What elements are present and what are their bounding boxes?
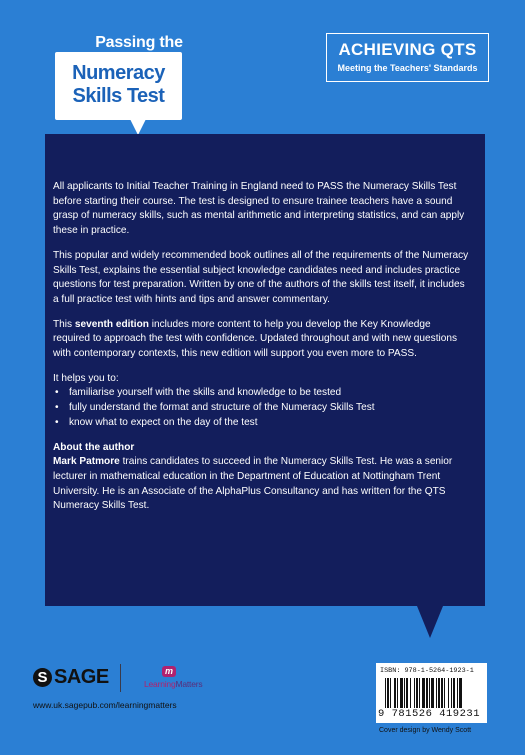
publisher-url: www.uk.sagepub.com/learningmatters [33, 700, 177, 710]
learning-matters-logo: LearningMatters [144, 679, 203, 689]
barcode-label [376, 663, 487, 723]
description-paragraph-1: All applicants to Initial Teacher Training in England need to PASS the Numeracy Skills Test before starting their course. The test is designed to ensure trainee teachers have a sound grasp of numeracy skills, such as mental arithmetic and interpreting statistics, and can apply these in practice. [53, 181, 465, 237]
barcode-icon [385, 678, 481, 708]
helps-intro: It helps you to: [53, 372, 119, 384]
edition-bold: seventh edition [74, 318, 149, 330]
series-title: ACHIEVING QTS [338, 40, 477, 59]
sage-logo-icon: S [33, 668, 52, 687]
author-name: Mark Patmore [53, 456, 120, 468]
author-heading: About the author [53, 441, 135, 453]
isbn-text: ISBN: 978-1-5264-1923-1 [380, 667, 474, 675]
author-bio [53, 455, 470, 514]
edition-text-pre: This [53, 318, 75, 330]
speech-bubble-tail [130, 119, 146, 135]
series-box [326, 33, 489, 82]
description-text [53, 180, 470, 524]
description-paragraph-2: This popular and widely recommended book outlines all of the requirements of the Numeracy Skills Test, explains the essential subject knowledge candidates need and includes practice questions for test preparation. Written by one of the authors of the skills test itself, it includes a full practice test with hints and tips and answer commentary. [53, 249, 469, 305]
title-line-2: Skills Test [72, 85, 165, 107]
list-item: • know what to expect on the day of the test [53, 416, 470, 431]
author-bio-text: trains candidates to succeed in the Numeracy Skills Test. He was a senior lecturer in mathematical education in the Department of Education at Nottingham Trent University. He is an Associate of the AlphaPlus Consultancy and has written for the QTS Numeracy Skills Test. [53, 456, 453, 512]
benefits-list [53, 386, 470, 430]
sage-logo-text: SAGE [54, 666, 109, 688]
title-speech-bubble [55, 52, 182, 120]
panel-tail [417, 606, 443, 638]
list-item: • fully understand the format and structure of the Numeracy Skills Test [53, 401, 470, 416]
logo-divider [120, 664, 121, 692]
title-prefix: Passing the [95, 34, 183, 51]
edition-text-post: includes more content to help you develop the Key Knowledge required to approach the test with confidence. Updated throughout and with new questions with contemporary contexts, this new edition will support you even more to PASS. [53, 318, 458, 360]
list-item: • familiarise yourself with the skills and knowledge to be tested [53, 386, 470, 401]
series-subtitle: Meeting the Teachers' Standards [337, 63, 478, 73]
cover-design-credit: Cover design by Wendy Scott [379, 727, 472, 734]
barcode-digits: 9 781526 419231 [378, 708, 481, 720]
title-line-1: Numeracy [72, 62, 165, 84]
description-paragraph-3 [53, 318, 470, 362]
learning-matters-icon: m [162, 666, 176, 677]
